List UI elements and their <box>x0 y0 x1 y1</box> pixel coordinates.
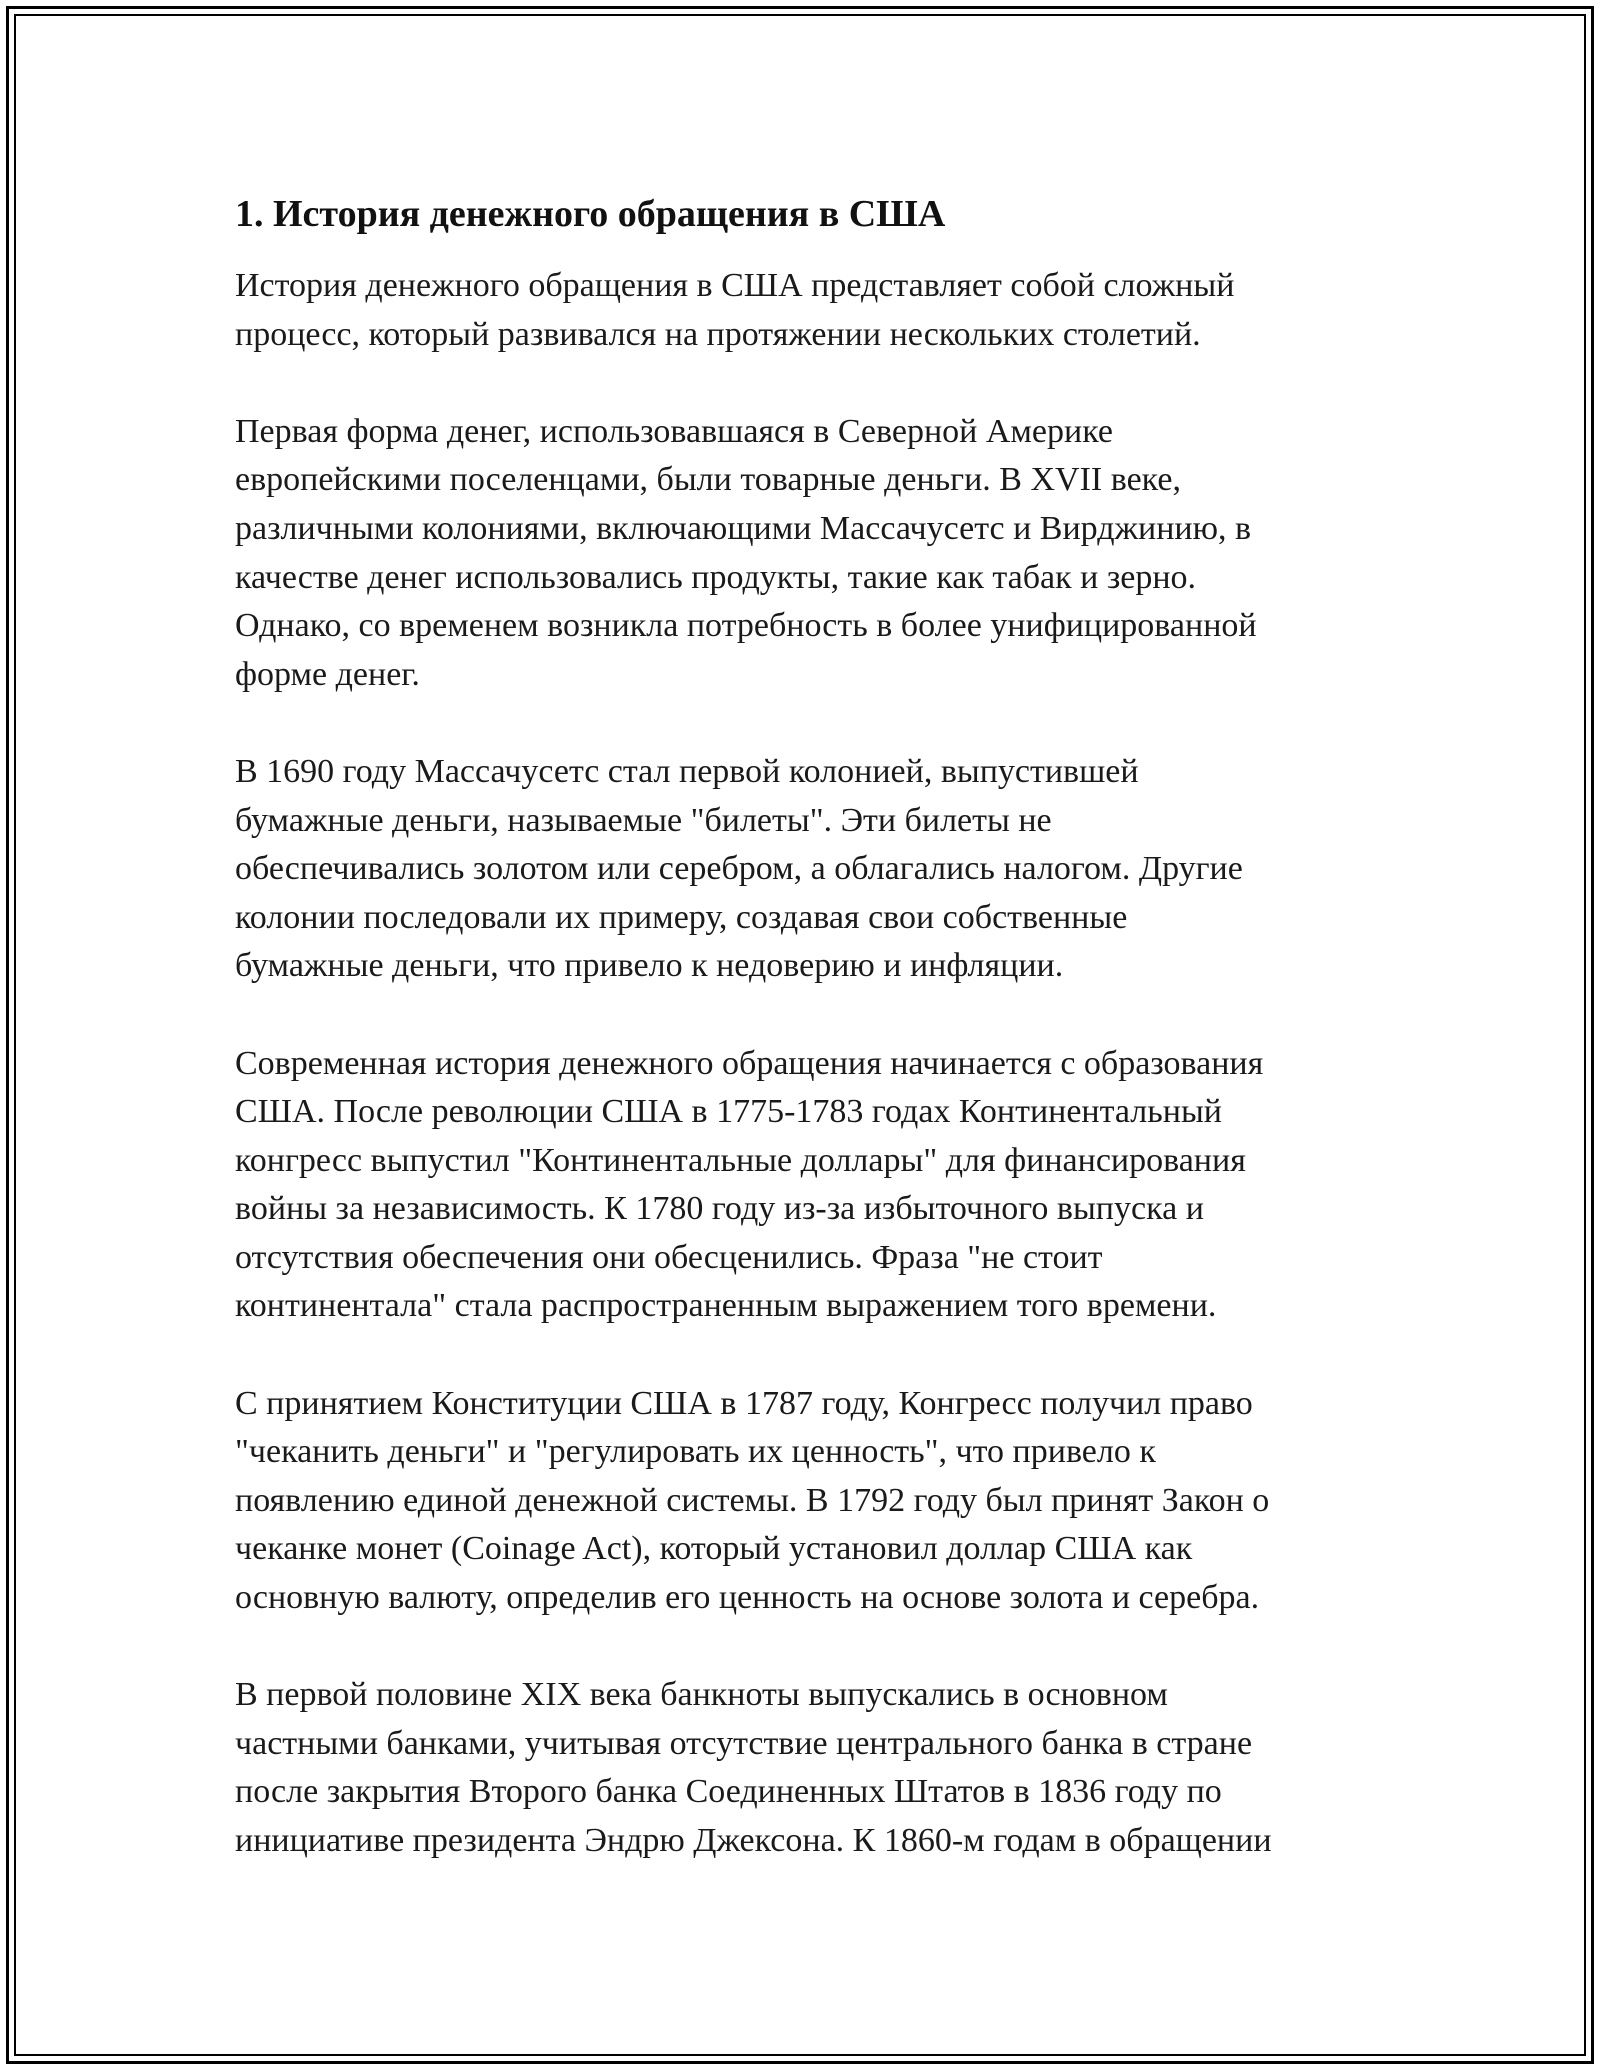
text-line: Однако, со временем возникла потребность в более унифицированной <box>235 607 1257 645</box>
text-line: процесс, который развивался на протяжении нескольких столетий. <box>235 315 1201 353</box>
paragraph-constitution <box>235 1380 1375 1623</box>
text-line: инициативе президента Эндрю Джексона. К 1860-м годам в обращении <box>235 1822 1272 1859</box>
paragraph-continental-dollars <box>235 1040 1375 1332</box>
text-line: История денежного обращения в США представляет собой сложный <box>235 267 1235 304</box>
text-line: С принятием Конституции США в 1787 году, Конгресс получил право <box>235 1384 1253 1422</box>
text-line: после закрытия Второго банка Соединенных Штатов в 1836 году по <box>235 1773 1222 1811</box>
text-line: чеканке монет (Coinage Act), который установил доллар США как <box>235 1530 1193 1568</box>
text-line: частными банками, учитывая отсутствие центрального банка в стране <box>235 1724 1253 1762</box>
text-line: "чеканить деньги" и "регулировать их ценность", что привело к <box>235 1433 1156 1471</box>
text-line: появлению единой денежной системы. В 1792 году был принят Закон о <box>235 1481 1270 1519</box>
paragraph-paper-money <box>235 748 1375 991</box>
text-line: Современная история денежного обращения начинается с образования <box>235 1044 1264 1082</box>
paragraph-commodity-money <box>235 408 1375 700</box>
text-line: В 1690 году Массачусетс стал первой колонией, выпустившей <box>235 752 1139 790</box>
text-line: различными колониями, включающими Массачусетс и Вирджинию, в <box>235 509 1252 547</box>
text-line: основную валюту, определив его ценность на основе золота и серебра. <box>235 1579 1260 1617</box>
text-line: континентала" стала распространенным выражением того времени. <box>235 1287 1217 1325</box>
text-line: бумажные деньги, что привело к недоверию и инфляции. <box>235 947 1064 985</box>
text-line: форме денег. <box>235 655 420 693</box>
text-line: В первой половине XIX века банкноты выпускались в основном <box>235 1676 1168 1714</box>
paragraph-banknotes <box>235 1671 1375 1865</box>
text-line: бумажные деньги, называемые "билеты". Эти билеты не <box>235 801 1052 839</box>
text-line: войны за независимость. К 1780 году из-за избыточного выпуска и <box>235 1190 1204 1228</box>
text-line: конгресс выпустил "Континентальные доллары" для финансирования <box>235 1141 1246 1179</box>
text-line: европейскими поселенцами, были товарные деньги. В XVII веке, <box>235 461 1181 499</box>
text-line: качестве денег использовались продукты, такие как табак и зерно. <box>235 558 1197 596</box>
text-line: колонии последовали их примеру, создавая свои собственные <box>235 898 1128 936</box>
paragraph-intro <box>235 262 1375 359</box>
text-line: США. После революции США в 1775-1783 годах Континентальный <box>235 1093 1222 1131</box>
text-line: Первая форма денег, использовавшаяся в Северной Америке <box>235 412 1113 450</box>
text-line: обеспечивались золотом или серебром, а облагались налогом. Другие <box>235 850 1243 888</box>
section-heading: 1. История денежного обращения в США <box>235 193 946 235</box>
text-line: отсутствия обеспечения они обесценились. Фраза "не стоит <box>235 1238 1103 1276</box>
document-page <box>235 186 1375 1866</box>
